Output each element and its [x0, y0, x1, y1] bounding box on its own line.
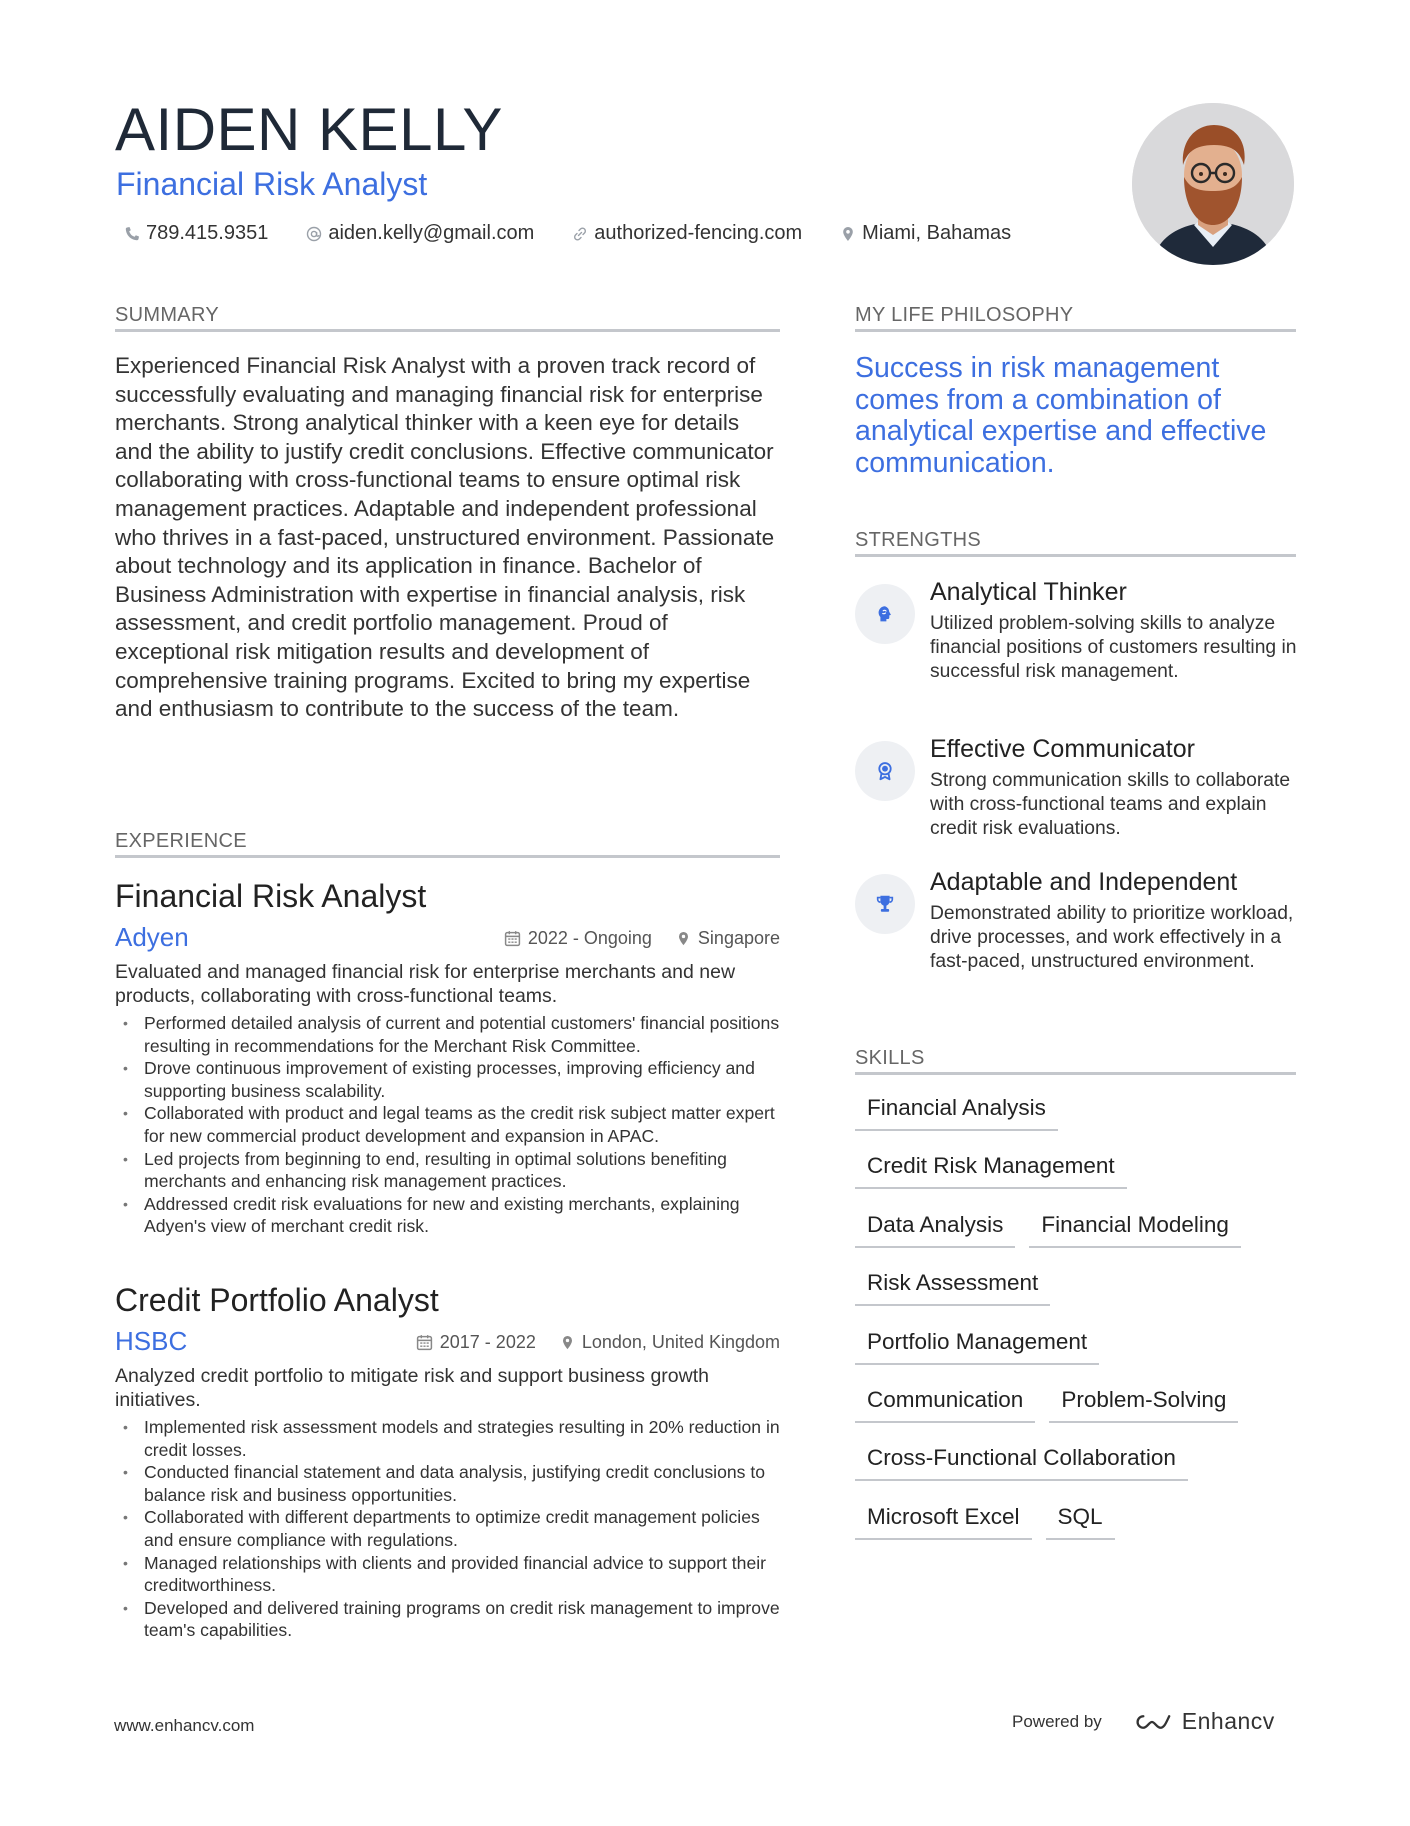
enhancv-logo-icon — [1128, 1710, 1174, 1734]
skill-tag: Credit Risk Management — [855, 1150, 1127, 1189]
strengths-heading: STRENGTHS — [855, 529, 982, 551]
job-bullet: • Addressed credit risk evaluations for new and existing merchants, explaining Adyen's view of merchant credit risk. — [115, 1193, 780, 1238]
contact-website[interactable] — [572, 222, 802, 245]
job-location-text: London, United Kingdom — [581, 1332, 780, 1352]
job-location-text: Singapore — [697, 928, 780, 948]
job-bullet: • Drove continuous improvement of existing processes, improving efficiency and supporting business scalability. — [115, 1057, 780, 1102]
skill-row — [855, 1150, 1295, 1208]
contact-bar — [124, 222, 1011, 245]
strength-title: Effective Communicator — [930, 735, 1195, 763]
job-title: Credit Portfolio Analyst — [115, 1282, 439, 1318]
skill-tag: Financial Modeling — [1029, 1209, 1241, 1248]
contact-email[interactable] — [306, 222, 534, 245]
skill-tag: Cross-Functional Collaboration — [855, 1442, 1188, 1481]
job-bullet: • Collaborated with different departments to optimize credit management policies and ensure compliance with regulations. — [115, 1506, 780, 1551]
job-dates — [416, 1332, 536, 1353]
skills-list — [855, 1092, 1295, 1559]
job-bullet: • Implemented risk assessment models and strategies resulting in 20% reduction in credit losses. — [115, 1416, 780, 1461]
contact-phone-text: 789.415.9351 — [146, 222, 269, 244]
link-icon — [572, 226, 588, 242]
strength-title: Analytical Thinker — [930, 578, 1127, 606]
summary-text: Experienced Financial Risk Analyst with a proven track record of successfully evaluating and managing financial risk for enterprise merchants. Strong analytical thinker with a keen eye for details and the ability to justify credit conclusions. Effective communicator collaborating with cross-functional teams to ensure optimal risk management practices. Adaptable and independent professional who thrives in a fast-paced, unstructured environment. Passionate about technology and its application in finance. Bachelor of Business Administration with expertise in financial analysis, risk assessment, and credit portfolio management. Proud of exceptional risk mitigation results and development of comprehensive training programs. Excited to bring my expertise and enthusiasm to contribute to the success of the team. — [115, 353, 775, 722]
location-pin-icon — [840, 226, 856, 242]
skills-rule — [855, 1072, 1296, 1075]
job-bullet: • Performed detailed analysis of current and potential customers' financial positions resulting in recommendations for the Merchant Risk Committee. — [115, 1012, 780, 1057]
brain-icon — [855, 584, 915, 644]
location-pin-icon — [676, 931, 691, 946]
skill-row — [855, 1209, 1295, 1267]
location-pin-icon — [560, 1335, 575, 1350]
skills-heading: SKILLS — [855, 1047, 925, 1069]
skill-row — [855, 1442, 1295, 1500]
brand-logo[interactable] — [1128, 1708, 1275, 1735]
job-meta-row — [115, 1328, 780, 1362]
experience-rule — [115, 855, 780, 858]
philosophy-heading: MY LIFE PHILOSOPHY — [855, 304, 1074, 326]
job-bullet: • Led projects from beginning to end, resulting in optimal solutions benefiting merchants and enhancing risk management practices. — [115, 1148, 780, 1193]
skill-tag: Risk Assessment — [855, 1267, 1050, 1306]
skill-tag: Microsoft Excel — [855, 1501, 1032, 1540]
job-entry — [115, 880, 780, 1238]
skill-row — [855, 1501, 1295, 1559]
job-meta — [416, 1332, 780, 1353]
summary-heading: SUMMARY — [115, 304, 219, 326]
brand-name: Enhancv — [1181, 1708, 1275, 1734]
strength-description: Demonstrated ability to prioritize workload, drive processes, and work effectively in a fast-paced, unstructured environment. — [930, 903, 1294, 972]
job-dates — [504, 928, 652, 949]
skill-row — [855, 1326, 1295, 1384]
experience-heading: EXPERIENCE — [115, 830, 247, 852]
job-bullet: • Conducted financial statement and data analysis, justifying credit conclusions to balance risk and business opportunities. — [115, 1461, 780, 1506]
contact-email-text: aiden.kelly@gmail.com — [328, 222, 535, 244]
strength-description: Strong communication skills to collaborate with cross-functional teams and explain credit risk evaluations. — [930, 770, 1291, 839]
skill-tag: Data Analysis — [855, 1209, 1015, 1248]
job-description: Evaluated and managed financial risk for enterprise merchants and new products, collaborating with cross-functional teams. — [115, 961, 736, 1007]
job-title: Financial Risk Analyst — [115, 878, 427, 914]
job-bullet: • Developed and delivered training programs on credit risk management to improve team's capabilities. — [115, 1597, 780, 1642]
skill-tag: Problem-Solving — [1049, 1384, 1238, 1423]
calendar-icon — [504, 930, 521, 947]
job-company: HSBC — [115, 1326, 188, 1356]
job-dates-text: 2022 - Ongoing — [527, 928, 652, 948]
contact-location — [840, 222, 1011, 245]
job-location — [676, 928, 780, 949]
job-meta — [504, 928, 780, 949]
skill-row — [855, 1384, 1295, 1442]
skill-tag: Communication — [855, 1384, 1035, 1423]
skill-tag: Financial Analysis — [855, 1092, 1058, 1131]
candidate-role: Financial Risk Analyst — [116, 166, 428, 202]
profile-photo-illustration — [1132, 103, 1294, 265]
job-bullet: • Collaborated with product and legal teams as the credit risk subject matter expert for new commercial product development and expansion in APAC. — [115, 1102, 780, 1147]
calendar-icon — [416, 1334, 433, 1351]
trophy-icon — [855, 874, 915, 934]
candidate-name: AIDEN KELLY — [115, 96, 503, 163]
strength-title: Adaptable and Independent — [930, 868, 1238, 896]
job-location — [560, 1332, 780, 1353]
footer-branding — [1012, 1708, 1275, 1735]
strengths-rule — [855, 554, 1296, 557]
philosophy-text: Success in risk management comes from a combination of analytical expertise and effective communication. — [855, 352, 1267, 479]
job-bullets — [115, 1012, 780, 1238]
job-entry — [115, 1284, 780, 1642]
job-dates-text: 2017 - 2022 — [439, 1332, 536, 1352]
phone-icon — [124, 226, 140, 242]
award-icon — [855, 741, 915, 801]
job-bullets — [115, 1416, 780, 1642]
footer-website[interactable]: www.enhancv.com — [114, 1716, 255, 1735]
summary-rule — [115, 329, 780, 332]
skill-tag: SQL — [1046, 1501, 1115, 1540]
philosophy-rule — [855, 329, 1296, 332]
job-description: Analyzed credit portfolio to mitigate risk and support business growth initiatives. — [115, 1365, 709, 1411]
skill-row — [855, 1092, 1295, 1150]
job-bullet: • Managed relationships with clients and provided financial advice to support their creditworthiness. — [115, 1552, 780, 1597]
skill-row — [855, 1267, 1295, 1325]
contact-phone[interactable] — [124, 222, 268, 245]
job-meta-row — [115, 924, 780, 958]
powered-by-label: Powered by — [1012, 1711, 1102, 1731]
strength-description: Utilized problem-solving skills to analyze financial positions of customers resulting in successful risk management. — [930, 613, 1297, 682]
skill-tag: Portfolio Management — [855, 1326, 1099, 1365]
contact-location-text: Miami, Bahamas — [862, 222, 1012, 244]
at-icon — [306, 226, 322, 242]
job-company: Adyen — [115, 922, 189, 952]
profile-photo — [1132, 103, 1294, 265]
contact-website-text: authorized-fencing.com — [594, 222, 803, 244]
